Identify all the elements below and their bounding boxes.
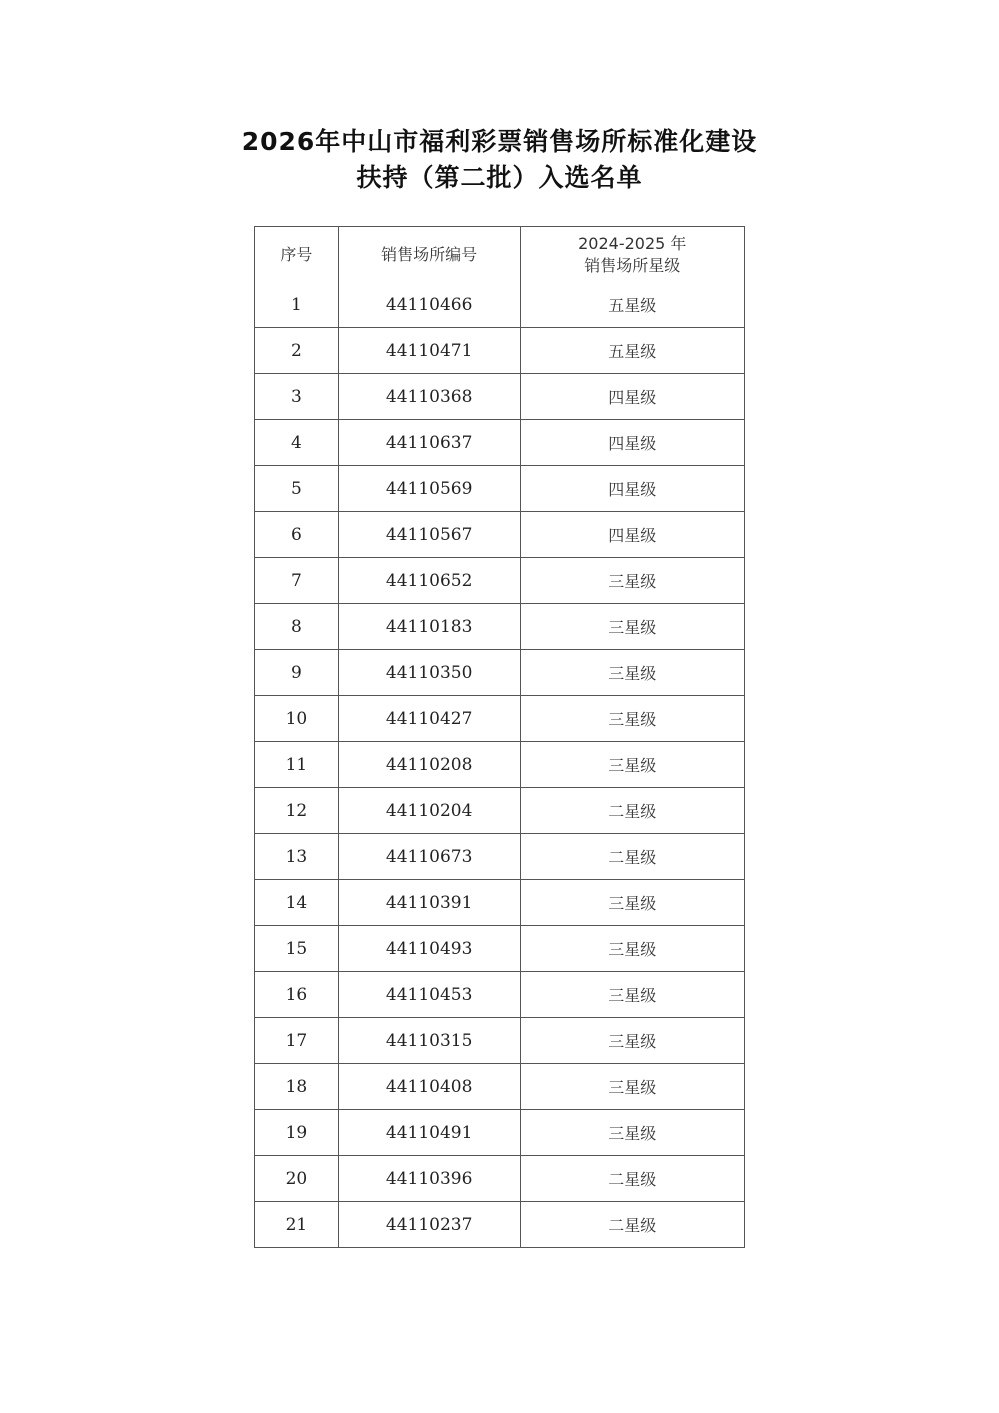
- row-site-code-cell: 44110391: [338, 880, 520, 926]
- row-site-code-cell: 44110408: [338, 1064, 520, 1110]
- row-star-grade-cell: 三星级: [520, 926, 744, 972]
- row-index-cell: 11: [255, 742, 339, 788]
- row-index-cell: 3: [255, 374, 339, 420]
- row-index-cell: 8: [255, 604, 339, 650]
- row-star-grade-cell: 二星级: [520, 788, 744, 834]
- table-row: [255, 972, 745, 1018]
- row-star-grade-cell: 三星级: [520, 696, 744, 742]
- table-row: [255, 512, 745, 558]
- document-subtitle: 扶持（第二批）入选名单: [356, 163, 643, 192]
- row-index-cell: 13: [255, 834, 339, 880]
- row-site-code-cell: 44110204: [338, 788, 520, 834]
- table-row: [255, 834, 745, 880]
- row-star-grade-cell: 四星级: [520, 512, 744, 558]
- row-site-code-cell: 44110183: [338, 604, 520, 650]
- row-index-cell: 5: [255, 466, 339, 512]
- row-index-cell: 20: [255, 1156, 339, 1202]
- table-body: [255, 282, 745, 1248]
- table-row: [255, 696, 745, 742]
- row-site-code-cell: 44110637: [338, 420, 520, 466]
- row-site-code-cell: 44110350: [338, 650, 520, 696]
- table-row: [255, 328, 745, 374]
- table-row: [255, 650, 745, 696]
- row-star-grade-cell: 三星级: [520, 1110, 744, 1156]
- row-site-code-cell: 44110208: [338, 742, 520, 788]
- row-star-grade-cell: 三星级: [520, 604, 744, 650]
- row-star-grade-cell: 三星级: [520, 650, 744, 696]
- row-site-code-cell: 44110368: [338, 374, 520, 420]
- row-star-grade-cell: 三星级: [520, 880, 744, 926]
- table-row: [255, 374, 745, 420]
- row-index-cell: 12: [255, 788, 339, 834]
- row-index-cell: 16: [255, 972, 339, 1018]
- table-row: [255, 604, 745, 650]
- row-star-grade-cell: 三星级: [520, 742, 744, 788]
- table-row: [255, 926, 745, 972]
- row-index-cell: 17: [255, 1018, 339, 1064]
- table-row: [255, 1156, 745, 1202]
- row-star-grade-cell: 五星级: [520, 328, 744, 374]
- row-index-cell: 6: [255, 512, 339, 558]
- row-site-code-cell: 44110466: [338, 282, 520, 328]
- row-index-cell: 21: [255, 1202, 339, 1248]
- table-row: [255, 282, 745, 328]
- row-star-grade-cell: 三星级: [520, 972, 744, 1018]
- row-index-cell: 9: [255, 650, 339, 696]
- table-row: [255, 788, 745, 834]
- row-site-code-cell: 44110491: [338, 1110, 520, 1156]
- table-row: [255, 466, 745, 512]
- row-site-code-cell: 44110237: [338, 1202, 520, 1248]
- row-index-cell: 2: [255, 328, 339, 374]
- row-index-cell: 14: [255, 880, 339, 926]
- row-site-code-cell: 44110315: [338, 1018, 520, 1064]
- table-header-row: [255, 227, 745, 283]
- row-site-code-cell: 44110567: [338, 512, 520, 558]
- table-row: [255, 1202, 745, 1248]
- row-star-grade-cell: 三星级: [520, 558, 744, 604]
- table-row: [255, 1110, 745, 1156]
- row-site-code-cell: 44110673: [338, 834, 520, 880]
- row-index-cell: 1: [255, 282, 339, 328]
- row-site-code-cell: 44110427: [338, 696, 520, 742]
- row-site-code-cell: 44110652: [338, 558, 520, 604]
- row-index-cell: 19: [255, 1110, 339, 1156]
- row-star-grade-cell: 二星级: [520, 1202, 744, 1248]
- table-row: [255, 1018, 745, 1064]
- document-title: 2026年中山市福利彩票销售场所标准化建设: [241, 127, 758, 156]
- row-site-code-cell: 44110453: [338, 972, 520, 1018]
- row-index-cell: 15: [255, 926, 339, 972]
- table-row: [255, 558, 745, 604]
- table-row: [255, 742, 745, 788]
- header-site-code: 销售场所编号: [338, 227, 520, 283]
- row-star-grade-cell: 四星级: [520, 466, 744, 512]
- header-index: 序号: [255, 227, 339, 283]
- row-site-code-cell: 44110471: [338, 328, 520, 374]
- row-star-grade-cell: 三星级: [520, 1064, 744, 1110]
- row-index-cell: 18: [255, 1064, 339, 1110]
- row-index-cell: 7: [255, 558, 339, 604]
- row-site-code-cell: 44110569: [338, 466, 520, 512]
- table-row: [255, 420, 745, 466]
- header-star-grade-line1: 2024-2025 年: [578, 233, 687, 253]
- header-star-grade: [520, 227, 744, 283]
- row-site-code-cell: 44110396: [338, 1156, 520, 1202]
- row-index-cell: 10: [255, 696, 339, 742]
- row-index-cell: 4: [255, 420, 339, 466]
- row-star-grade-cell: 二星级: [520, 1156, 744, 1202]
- header-star-grade-line2: 销售场所星级: [584, 255, 681, 275]
- row-star-grade-cell: 三星级: [520, 1018, 744, 1064]
- row-star-grade-cell: 四星级: [520, 374, 744, 420]
- row-star-grade-cell: 四星级: [520, 420, 744, 466]
- table-row: [255, 880, 745, 926]
- table-row: [255, 1064, 745, 1110]
- row-site-code-cell: 44110493: [338, 926, 520, 972]
- row-star-grade-cell: 五星级: [520, 282, 744, 328]
- selection-list-table: [254, 226, 745, 1248]
- row-star-grade-cell: 二星级: [520, 834, 744, 880]
